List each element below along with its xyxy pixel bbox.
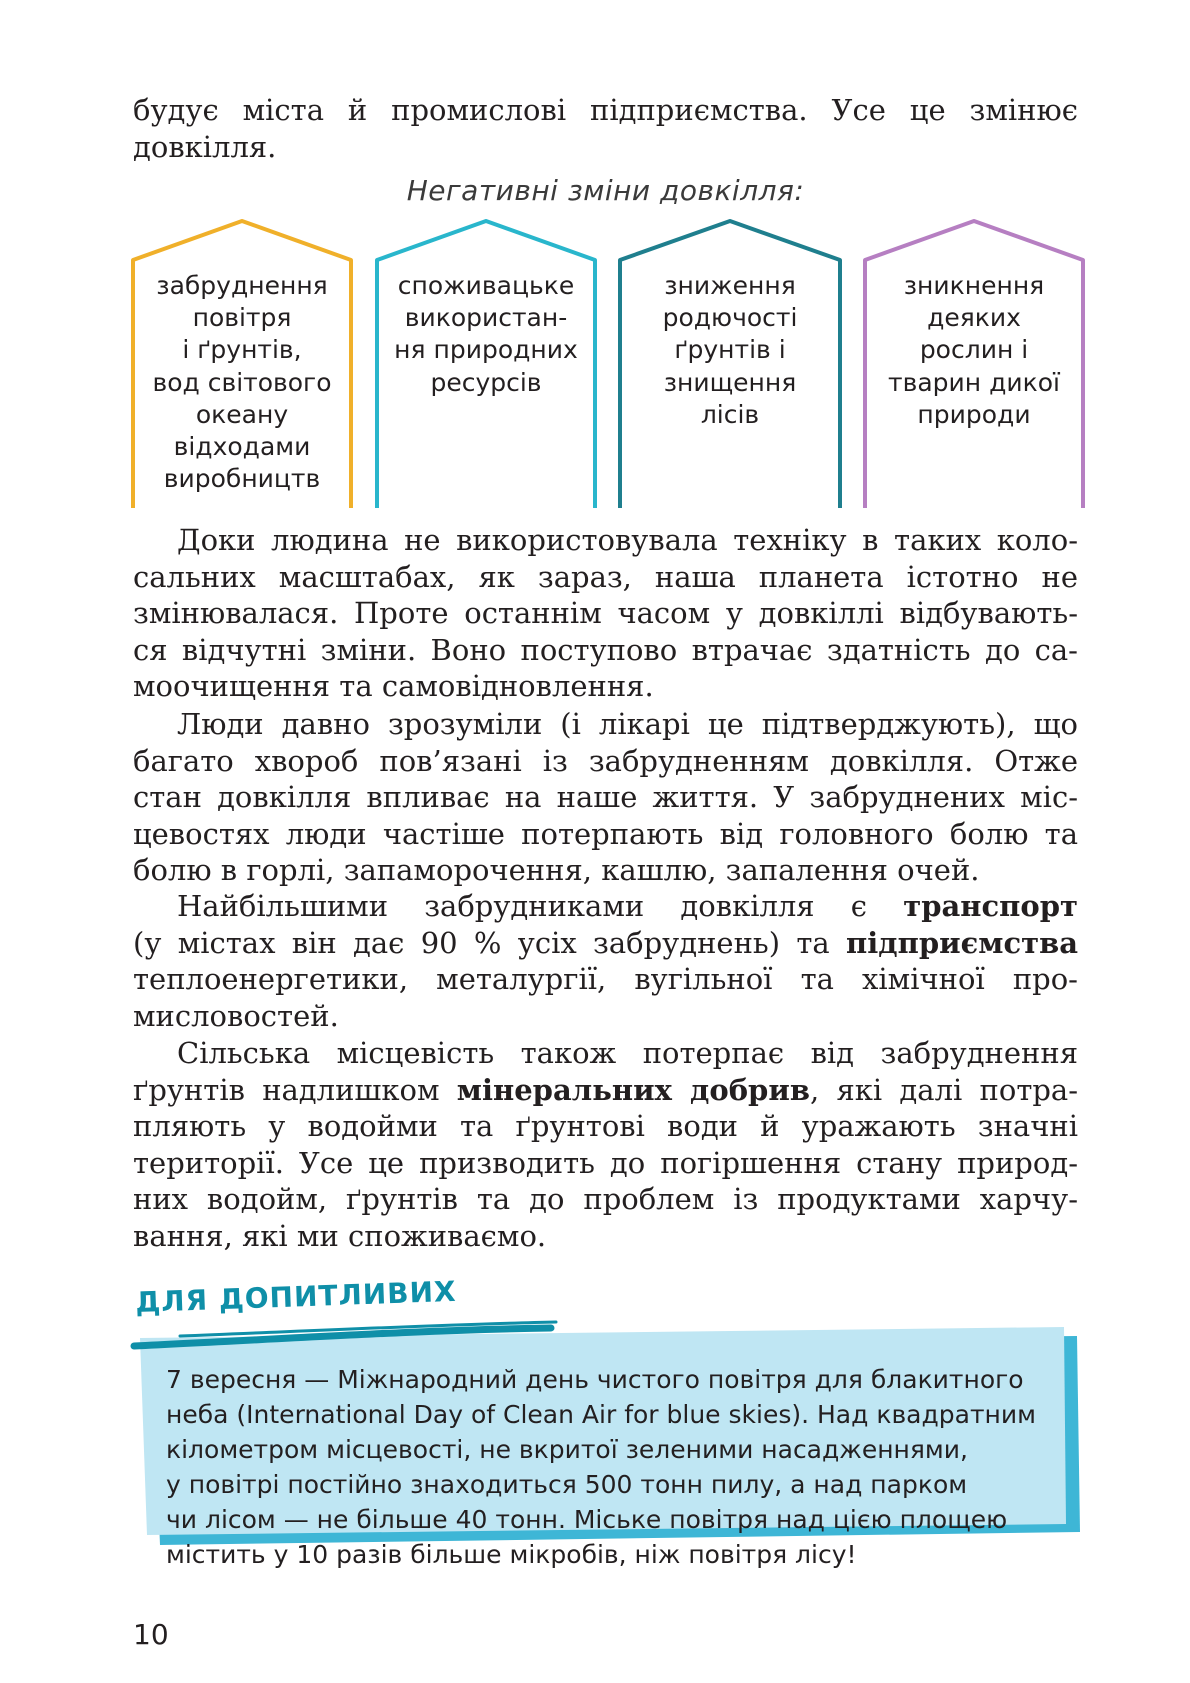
diagram-item-species-extinction <box>865 270 1083 431</box>
diagram-item-line: відходами <box>173 432 311 462</box>
diagram-item-line: ня природних <box>394 335 578 365</box>
text-line: у повітрі постійно знаходиться 500 тонн пилу, а над парком <box>166 1470 968 1499</box>
diagram-item-line: деяких <box>927 303 1021 333</box>
diagram-item-line: повітря <box>192 303 292 333</box>
text-run: Найбільшими забрудниками довкілля є <box>177 889 868 923</box>
diagram-item-line: океану <box>195 399 289 429</box>
text-line: довкілля. <box>133 129 277 164</box>
diagram-item-line: природи <box>917 399 1031 429</box>
text-line: Люди давно зрозуміли (і лікарі це підтверджують), що <box>177 707 1078 741</box>
text-line: неба (International Day of Clean Air for blue skies). Над квадратним <box>166 1400 1036 1429</box>
diagram-item-line: забруднення <box>156 271 328 300</box>
text-line: болю в горлі, запаморочення, кашлю, запалення очей. <box>133 853 980 887</box>
text-line: території. Усе це призводить до погіршення стану природ- <box>133 1145 1078 1180</box>
diagram-item-line: знищення <box>663 367 797 397</box>
text-line: вання, які ми споживаємо. <box>133 1218 547 1253</box>
text-line: моочищення та самовідновлення. <box>133 669 654 703</box>
diagram-item-line: виробництв <box>163 464 321 494</box>
diagram-item-line: використан- <box>404 303 568 333</box>
diagram-item-soil-degradation <box>620 270 840 431</box>
paragraph-rural-pollution <box>133 1035 1078 1254</box>
text-line: стан довкілля впливає на наше життя. У забруднених міс- <box>133 780 1078 814</box>
text-line: кілометром місцевості, не вкритої зеленими насадженнями, <box>166 1435 968 1464</box>
diagram-item-resource-consumption <box>377 270 595 399</box>
text-line: мисловостей. <box>133 998 339 1033</box>
paragraph-health-effects <box>133 706 1078 889</box>
text-line: 7 вересня — Міжнародний день чистого повітря для блакитного <box>166 1365 1024 1394</box>
page-number: 10 <box>133 1618 169 1651</box>
diagram-item-line: лісів <box>700 399 760 429</box>
term-enterprises: підприємства <box>846 925 1079 960</box>
text-line: цевостях люди частіше потерпають від головного болю та <box>133 816 1078 851</box>
diagram-item-line: вод світового <box>152 367 332 397</box>
text-line: Доки людина не використовувала техніку в таких коло- <box>177 523 1078 557</box>
text-line: них водойм, ґрунтів та до проблем із продуктами харчу- <box>133 1182 1078 1216</box>
diagram-item-air-soil-pollution <box>133 270 351 495</box>
text-line <box>133 1072 1078 1109</box>
text-line: ся відчутні зміни. Воно поступово втрачає здатність до са- <box>133 632 1078 667</box>
text-line: пляють у водойми та ґрунтові води й уражають значні <box>133 1109 1078 1143</box>
diagram-item-line: рослин і <box>919 335 1029 365</box>
diagram-item-line: зникнення <box>903 271 1045 300</box>
text-line: теплоенергетики, металургії, вугільної та хімічної про- <box>133 962 1078 996</box>
diagram-item-line: зниження <box>664 271 796 300</box>
text-line: містить у 10 разів більше мікробів, ніж повітря лісу! <box>166 1540 857 1569</box>
diagram-title: Негативні зміни довкілля: <box>406 174 805 207</box>
text-line: змінювалася. Проте останнім часом у довкіллі відбувають- <box>133 596 1078 630</box>
text-line: сальних масштабах, як зараз, наша планета істотно не <box>133 559 1078 594</box>
text-line <box>133 925 1078 962</box>
paragraph-main-polluters <box>133 888 1078 1034</box>
diagram-item-line: родючості <box>662 303 798 333</box>
text-line <box>133 888 1078 925</box>
text-line: Сільська місцевість також потерпає від забруднення <box>177 1036 1078 1070</box>
diagram-item-line: ресурсів <box>430 367 542 397</box>
info-box-text <box>166 1362 1046 1572</box>
text-run: ґрунтів надлишком <box>133 1072 440 1107</box>
text-run: (у містах він дає 90 % усіх забруднень) та <box>133 925 830 960</box>
paragraph-technology-impact <box>133 522 1078 705</box>
text-line: чи лісом — не більше 40 тонн. Міське повітря над цією площею <box>166 1505 1008 1534</box>
term-transport: транспорт <box>903 889 1078 923</box>
term-mineral-fertilizers: мінеральних добрив <box>456 1072 810 1107</box>
diagram-item-line: споживацьке <box>397 271 575 300</box>
text-line: багато хвороб пов’язані із забрудненням довкілля. Отже <box>133 743 1078 778</box>
diagram-item-line: ґрунтів і <box>674 335 786 365</box>
diagram-item-line: і ґрунтів, <box>182 335 302 365</box>
diagram-item-line: тварин дикої <box>888 367 1060 397</box>
text-run: , які далі потра- <box>810 1072 1079 1107</box>
text-line: будує міста й промислові підприємства. Усе це змінює <box>133 93 1078 127</box>
for-the-curious-heading: ДЛЯ ДОПИТЛИВИХ <box>134 1274 458 1319</box>
